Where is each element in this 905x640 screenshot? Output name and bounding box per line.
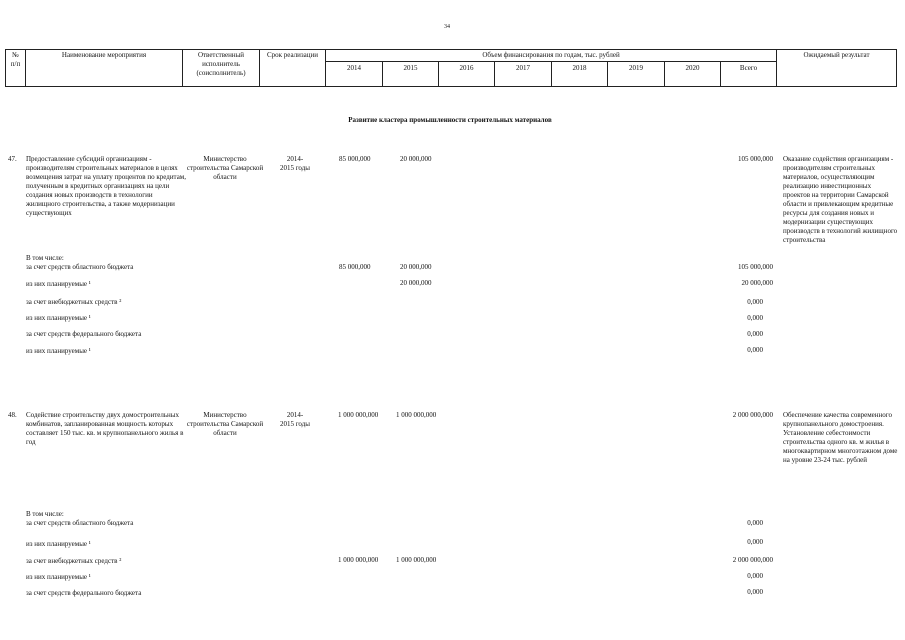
row-label: за счет внебюджетных средств ² <box>26 298 122 306</box>
row-total: 0,000 <box>747 346 763 354</box>
item-number: 47. <box>8 155 17 163</box>
item-value-2014: 85 000,000 <box>339 155 371 163</box>
item-value-2015: 1 000 000,000 <box>396 411 437 419</box>
item-term: 2014- 2015 годы <box>279 155 310 172</box>
row-total: 0,000 <box>747 314 763 322</box>
row-label: из них планируемые ¹ <box>26 540 91 548</box>
row-value-2015: 20 000,000 <box>400 263 432 271</box>
row-label: за счет внебюджетных средств ² <box>26 557 122 565</box>
header-term: Срок реализации <box>266 51 319 59</box>
header-num: № п/п <box>10 51 21 68</box>
row-value-2015: 1 000 000,000 <box>396 556 437 564</box>
header-year: 2015 <box>403 64 418 72</box>
row-total: 2 000 000,000 <box>732 556 773 564</box>
row-label: В том числе: за счет средств областного бюджета <box>26 510 134 527</box>
row-label: из них планируемые ¹ <box>26 314 91 322</box>
row-label: из них планируемые ¹ <box>26 347 91 355</box>
header-year: 2017 <box>516 64 530 72</box>
page-number: 34 <box>444 24 450 30</box>
row-value-2015: 20 000,000 <box>400 279 432 287</box>
item-responsible: Министерство строительства Самарской области <box>186 411 264 437</box>
item-name: Содействие строительству двух домостроительных комбинатов, запланированная мощность которых составляет 150 тыс. кв. м крупнопанельного жилья в год <box>26 411 184 446</box>
row-total: 0,000 <box>747 538 763 546</box>
row-total: 0,000 <box>747 588 763 596</box>
header-result: Ожидаемый результат <box>803 51 870 59</box>
row-label: за счет средств федерального бюджета <box>26 330 142 338</box>
row-label: за счет средств федерального бюджета <box>26 589 142 597</box>
header-year: 2014 <box>347 64 361 72</box>
row-value-2014: 85 000,000 <box>339 263 371 271</box>
row-total: 20 000,000 <box>741 279 773 287</box>
header-year: 2019 <box>629 64 643 72</box>
row-value-2014: 1 000 000,000 <box>338 556 379 564</box>
header-year: 2016 <box>459 64 474 72</box>
header-year: 2018 <box>572 64 587 72</box>
item-result: Оказание содействия организациям - производителям строительных материалов, осуществляющим реализацию инвестиционных проектов на территории Самарской области и привлекающим кредитные ресурсы для создания новых и модернизации существующих производств в технологий жилищного строительства <box>783 155 898 244</box>
header-year: 2020 <box>685 64 700 72</box>
header-finance: Объем финансирования по годам, тыс. рублей <box>482 51 620 59</box>
item-term: 2014- 2015 годы <box>279 411 310 428</box>
row-label: из них планируемые ¹ <box>26 573 91 581</box>
item-total: 105 000,000 <box>738 155 773 163</box>
row-total: 0,000 <box>747 519 763 527</box>
row-total: 0,000 <box>747 298 763 306</box>
header-total: Всего <box>739 64 758 72</box>
header-name: Наименование мероприятия <box>61 51 147 59</box>
item-name: Предоставление субсидий организациям - производителям строительных материалов в целях возмещения затрат на уплату процентов по кредитам, полученным в кредитных организациях на цели создания новых производств в технологии жилищного строительства, а также модернизации существующих <box>26 155 186 217</box>
row-label: из них планируемые ¹ <box>26 280 91 288</box>
item-number: 48. <box>8 411 17 419</box>
item-responsible: Министерство строительства Самарской области <box>186 155 264 181</box>
row-total: 0,000 <box>747 330 763 338</box>
row-total: 105 000,000 <box>738 263 773 271</box>
row-total: 0,000 <box>747 572 763 580</box>
item-total: 2 000 000,000 <box>732 411 773 419</box>
header-responsible: Ответственный исполнитель (соисполнитель) <box>196 51 246 77</box>
item-value-2015: 20 000,000 <box>400 155 432 163</box>
item-result: Обеспечение качества современного крупнопанельного домостроения. Установление себестоимости строительства одного кв. м жилья в многоквартирном многоэтажном доме на уровне 23-24 тыс. рублей <box>783 411 898 464</box>
row-label: В том числе: за счет средств областного бюджета <box>26 254 134 271</box>
section-title: Развитие кластера промышленности строительных материалов <box>348 116 552 124</box>
item-value-2014: 1 000 000,000 <box>338 411 379 419</box>
